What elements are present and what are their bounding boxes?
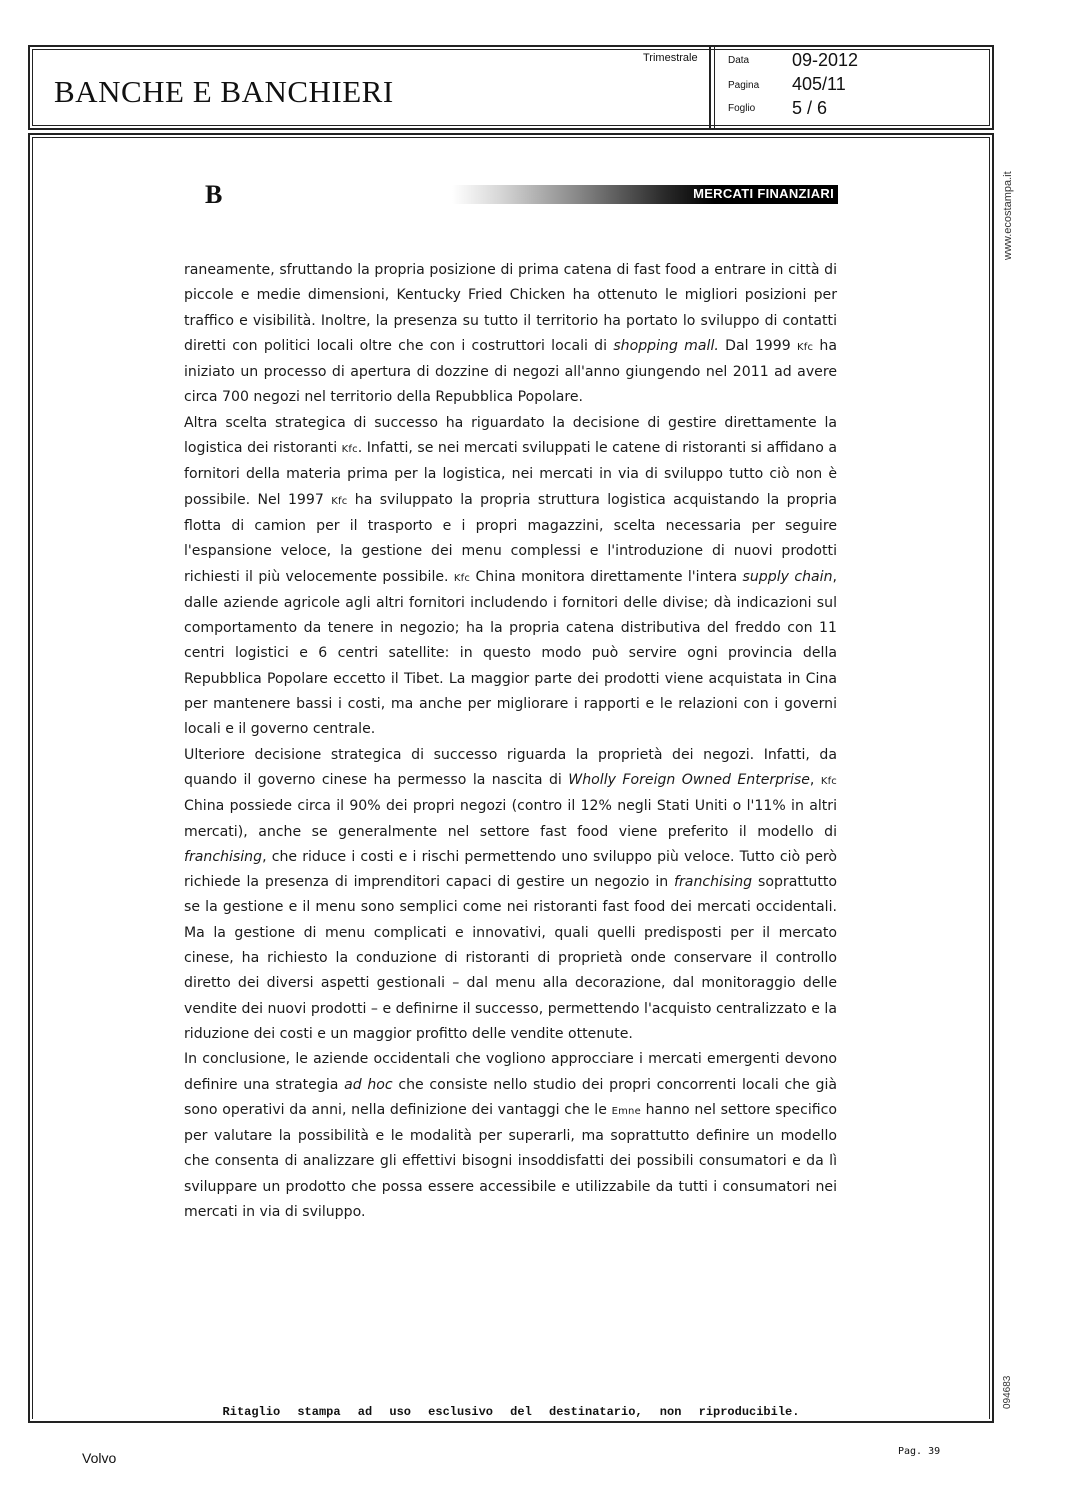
frequency-label: Trimestrale <box>643 52 698 64</box>
header-divider <box>714 45 715 130</box>
meta-value-page: 405/11 <box>792 74 846 94</box>
paragraph: In conclusione, le aziende occidentali che vogliono approcciare i mercati emergenti devono definire una strategia ad hoc che consiste nello studio dei propri concorrenti locali che già sono operativi da anni, nella definizione dei vantaggi che le Emne hanno nel settore specifico per valutare la possibilità e le modalità per superarli, ma soprattutto definire un modello che consenta di analizzare gli effettivi bisogni insoddisfatti dei possibili consumatori e da lì sviluppare un prodotto che possa essere accessibile e utilizzabile da tutti i consumatori nei mercati in via di sviluppo. <box>184 1051 838 1220</box>
paragraph: Ulteriore decisione strategica di successo riguarda la proprietà dei negozi. Infatti, da quando il governo cinese ha permesso la nascita di Wholly Foreign Owned Enterprise, Kfc China possiede circa il 90% dei propri negozi (contro il 12% negli Stati Uniti o l'11% in altri mercati), anche se generalmente nel settore fast food viene preferito il modello di franchising, che riduce i costi e i rischi permettendo uno sviluppo più veloce. Tutto ciò però richiede la presenza di imprenditori capaci di gestire un negozio in franchising soprattutto se la gestione e il menu sono semplici come nei ristoranti fast food dei mercati occidentali. Ma la gestione di menu complicati e innovativi, quali quelli predisposti per il mercato cinese, ha richiesto la conduzione di ristoranti di proprietà onde conservare il controllo diretto dei diversi aspetti gestionali – dal menu alla decorazione, dal monitoraggio delle vendite dei nuovi prodotti – e definirne il successo, permettendo l'acquisto centralizzato e la riduzione dei costi e un maggior profitto delle vendite ottenute. <box>184 746 837 1042</box>
meta-value-sheet: 5 / 6 <box>792 98 828 118</box>
meta-value-date: 09-2012 <box>792 50 859 70</box>
bottom-rule <box>28 1421 994 1423</box>
section-title: MERCATI FINANZIARI <box>693 186 834 201</box>
side-url: www.ecostampa.it <box>1002 171 1014 260</box>
footer-page-number: Pag. 39 <box>898 1446 941 1457</box>
footer-client: Volvo <box>82 1450 117 1466</box>
magazine-logo: B <box>205 180 223 209</box>
masthead-title: BANCHE E BANCHIERI <box>54 74 394 109</box>
meta-label-sheet: Foglio <box>728 103 756 114</box>
header-divider <box>709 45 711 130</box>
paragraph: raneamente, sfruttando la propria posizione di prima catena di fast food a entrare in città di piccole e medie dimensioni, Kentucky Fried Chicken ha ottenuto le migliori posizioni per traffico e visibilità. Inoltre, la presenza su tutto il territorio ha portato lo sviluppo di contatti diretti con politici locali oltre che con i costruttori locali di shopping mall. Dal 1999 Kfc ha iniziato un processo di apertura di dozzine di negozi all'anno giungendo nel 2011 ad avere circa 700 negozi nel territorio della Repubblica Popolare. <box>184 262 837 406</box>
meta-label-date: Data <box>728 55 750 66</box>
meta-label-page: Pagina <box>728 80 760 91</box>
clipping-notice: Ritaglio stampa ad uso esclusivo del destinatario, non riproducibile. <box>222 1405 800 1419</box>
article-body <box>184 258 837 1225</box>
side-code: 094683 <box>1002 1375 1013 1409</box>
section-banner <box>452 185 838 204</box>
paragraph: Altra scelta strategica di successo ha riguardato la decisione di gestire direttamente la logistica dei ristoranti Kfc. Infatti, se nei mercati sviluppati le catene di ristoranti si affidano a fornitori della materia prima per la logistica, nei mercati in via di sviluppo tutto ciò non è possibile. Nel 1997 Kfc ha sviluppato la propria struttura logistica acquistando la propria flotta di camion per il trasporto e i propri magazzini, scelta necessaria per seguire l'espansione veloce, la gestione dei menu complessi e l'introduzione di nuovi prodotti richiesti il più velocemente possibile. Kfc China monitora direttamente l'intera supply chain, dalle aziende agricole agli altri fornitori includendo i fornitori delle divise; dà indicazioni sul comportamento da tenere in negozio; ha la propria catena distributiva del freddo con 11 centri logistici e 6 centri satellite: in questo modo può servire ogni provincia della Repubblica Popolare eccetto il Tibet. La maggior parte dei prodotti viene acquistata in Cina per mantenere bassi i costi, ma anche per migliorare i rapporti e le relazioni con i governi locali e il governo centrale. <box>184 414 837 738</box>
